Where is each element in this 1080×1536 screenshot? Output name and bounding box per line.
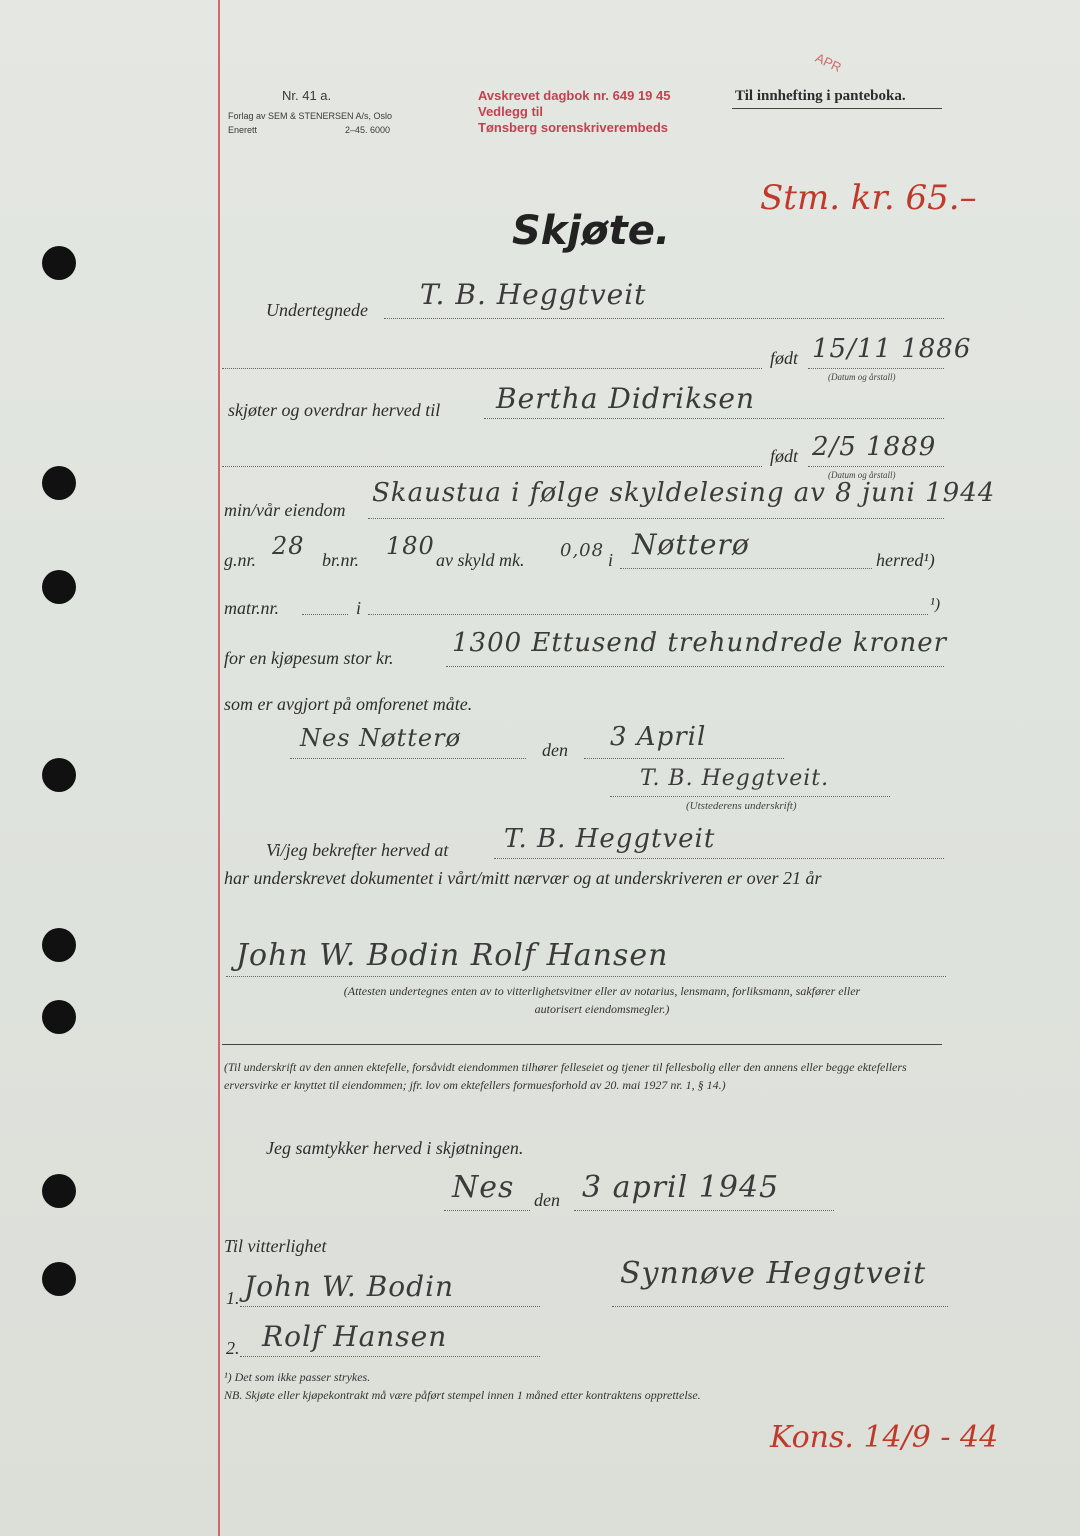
header-underline: [732, 108, 942, 109]
bekrefter-label: Vi/jeg bekrefter herved at: [266, 840, 449, 860]
dotted-line: [484, 418, 944, 419]
fee-note: Stm. kr. 65.–: [760, 178, 977, 218]
witness-signatures: John W. Bodin Rolf Hansen: [236, 938, 669, 973]
dotted-line: [610, 796, 890, 797]
fodt1-label: født: [770, 348, 799, 368]
dotted-line: [368, 614, 928, 615]
punch-hole: [42, 570, 76, 604]
attest-note: (Attesten undertegnes enten av to vitterlighetsvitner eller av notarius, lensmann, forliksmann, sakfører eller autorisert eiendomsmegler.): [343, 984, 861, 1016]
dotted-line: [368, 518, 944, 519]
signature1: T. B. Heggtveit.: [640, 766, 830, 791]
footnote1: ¹) Det som ikke passer strykes.: [224, 1370, 371, 1384]
form-print-run: 2–45. 6000: [345, 125, 391, 135]
dotted-line: [494, 858, 944, 859]
w1-num: 1.: [226, 1288, 240, 1308]
dotted-line: [612, 1306, 948, 1307]
gnr-value: 28: [272, 532, 305, 560]
gnr-label: g.nr.: [224, 550, 257, 570]
date-value: 3 April: [610, 722, 707, 752]
dotted-line: [620, 568, 872, 569]
den-label: den: [542, 740, 568, 760]
samtykker-text: Jeg samtykker herved i skjøtningen.: [266, 1138, 524, 1158]
dotted-line: [808, 368, 944, 369]
punch-hole: [42, 466, 76, 500]
herred-value: Nøtterø: [632, 528, 750, 561]
undertegnede-label: Undertegnede: [266, 300, 368, 320]
dotted-line: [584, 758, 784, 759]
punch-hole: [42, 1174, 76, 1208]
stamp-line2: Vedlegg til: [478, 104, 544, 119]
fodt1-value: 15/11 1886: [812, 334, 972, 364]
punch-hole: [42, 758, 76, 792]
w1-value: John W. Bodin: [244, 1270, 455, 1303]
undertegnede-value: T. B. Heggtveit: [420, 278, 647, 311]
form-rights: Enerett: [228, 125, 258, 135]
dotted-line: [574, 1210, 834, 1211]
stamp-line1: Avskrevet dagbok nr. 649: [478, 88, 635, 103]
matr-label: matr.nr.: [224, 598, 280, 618]
skjoter-label: skjøter og overdrar herved til: [228, 400, 441, 420]
date2-value: 3 april 1945: [582, 1170, 780, 1205]
punch-hole: [42, 246, 76, 280]
footnote2: NB. Skjøte eller kjøpekontrakt må være påført stempel innen 1 måned etter kontraktens opprettelse.: [224, 1388, 701, 1402]
dotted-line: [240, 1356, 540, 1357]
dotted-line: [290, 758, 526, 759]
skyld-value: 0,08: [560, 540, 605, 561]
document-title: Skjøte.: [512, 208, 671, 254]
header-right: Til innhefting i panteboka.: [735, 88, 906, 104]
brnr-label: br.nr.: [322, 550, 360, 570]
matr-note: ¹): [930, 596, 941, 613]
place-value: Nes Nøtterø: [300, 724, 462, 752]
dotted-line: [446, 666, 944, 667]
punch-hole: [42, 1262, 76, 1296]
dotted-line: [384, 318, 944, 319]
dotted-line: [222, 466, 762, 467]
herred-label: herred¹): [876, 550, 935, 570]
datum1-note: (Datum og årstall): [828, 372, 896, 382]
utstederens-note: (Utstederens underskrift): [686, 800, 797, 812]
dotted-line: [302, 614, 348, 615]
vitterlighet-label: Til vitterlighet: [224, 1236, 327, 1256]
stamp-year: 19 45: [637, 88, 671, 103]
registry-stamp: [478, 88, 671, 136]
form-number: Nr. 41 a.: [282, 88, 332, 103]
corner-stamp: APR: [813, 50, 844, 75]
datum2-note: (Datum og årstall): [828, 470, 896, 480]
dotted-line: [444, 1210, 530, 1211]
margin-line: [218, 0, 220, 1536]
brnr-value: 180: [386, 532, 435, 560]
spouse-signature: Synnøve Heggtveit: [620, 1256, 927, 1291]
skyld-label: av skyld mk.: [436, 550, 525, 570]
fodt2-label: født: [770, 446, 799, 466]
w2-value: Rolf Hansen: [262, 1320, 448, 1353]
eiendom-value: Skaustua i følge skyldelesing av 8 juni 1944: [372, 478, 996, 508]
dotted-line: [240, 1306, 540, 1307]
dotted-line: [808, 466, 944, 467]
kjope-value: 1300 Ettusend trehundrede kroner: [452, 628, 948, 658]
w2-num: 2.: [226, 1338, 240, 1358]
punch-hole: [42, 1000, 76, 1034]
kjope-label: for en kjøpesum stor kr.: [224, 648, 394, 668]
i-label: i: [608, 550, 614, 570]
bekrefter-line2: har underskrevet dokumentet i vårt/mitt nærvær og at underskriveren er over 21 år: [224, 868, 822, 888]
separator-rule: [222, 1044, 942, 1045]
bekrefter-value: T. B. Heggtveit: [504, 824, 716, 854]
fodt2-value: 2/5 1889: [812, 432, 937, 462]
place2-value: Nes: [452, 1170, 515, 1205]
den2-label: den: [534, 1190, 560, 1210]
spouse-note: (Til underskrift av den annen ektefelle, forsåvidt eiendommen tilhører felleseiet og tjener til fellesbolig eller den annens eller begge ektefellers erversvirke er knyttet til eiendommen; jfr. lov om ektefellers formuesforhold av 20. mai 1927 nr. 1, § 14.): [224, 1060, 907, 1092]
form-publisher: Forlag av SEM & STENERSEN A/s, Oslo: [228, 111, 393, 121]
eiendom-label: min/vår eiendom: [224, 500, 346, 520]
stamp-line3: Tønsberg sorenskriverembeds: [478, 120, 669, 135]
matr-i: i: [356, 598, 362, 618]
dotted-line: [222, 368, 762, 369]
dotted-line: [226, 976, 946, 977]
punch-hole: [42, 928, 76, 962]
avgjort-text: som er avgjort på omforenet måte.: [224, 694, 473, 714]
skjoter-value: Bertha Didriksen: [496, 382, 756, 415]
bottom-note: Kons. 14/9 - 44: [770, 1420, 999, 1455]
